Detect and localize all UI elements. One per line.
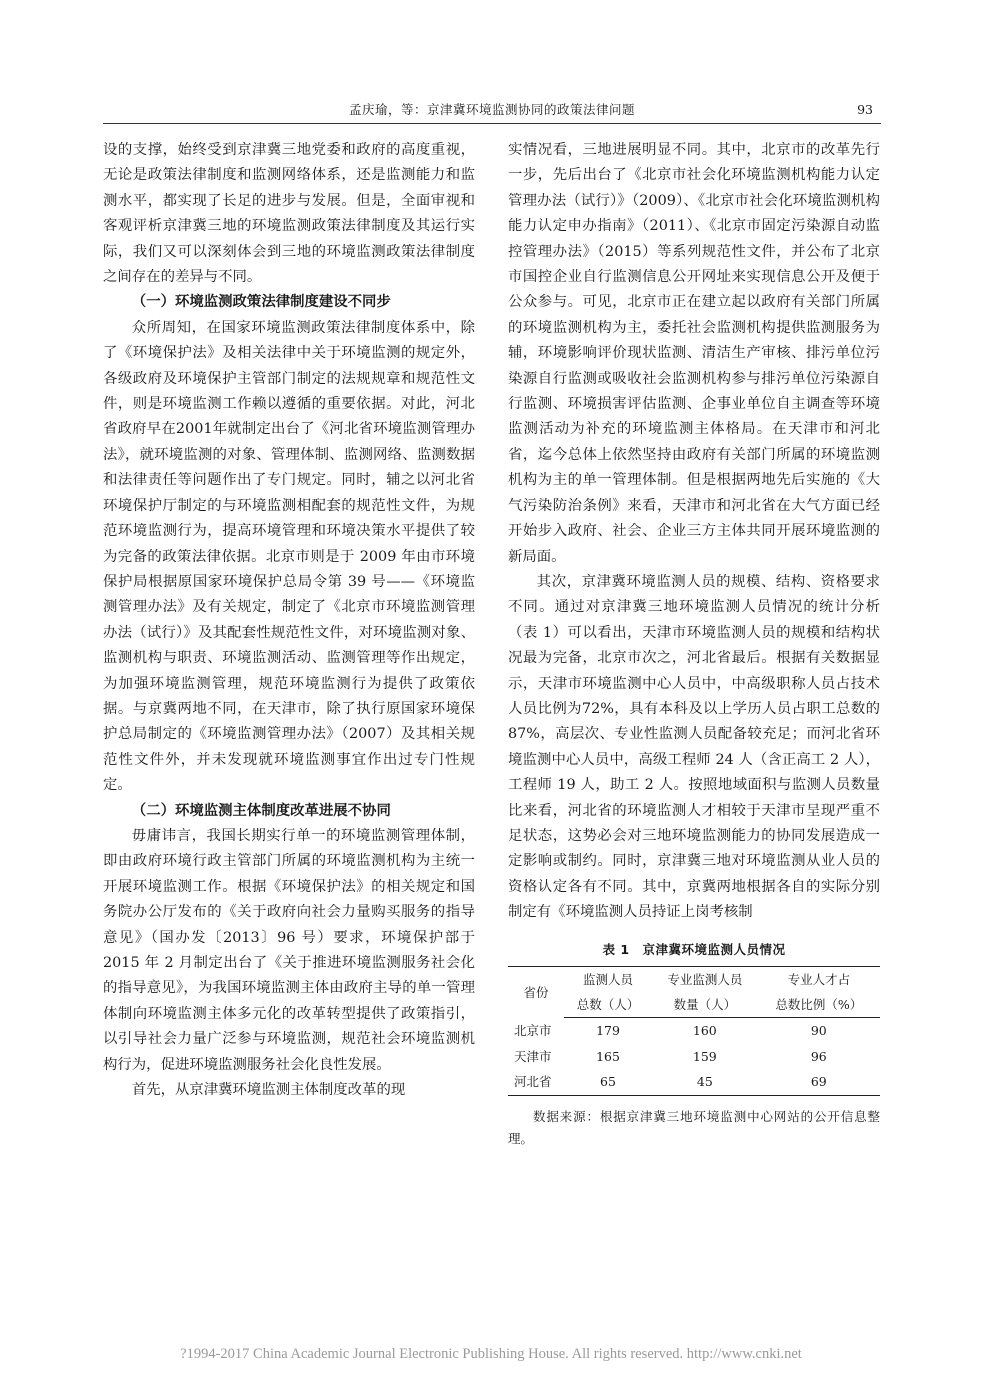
cell-ratio: 96 xyxy=(810,1048,827,1064)
paragraph: 设的支撑，始终受到京津冀三地党委和政府的高度重视，无论是政策法律制度和监测网络体系，还是监测能力和监测水平，都实现了长足的进步与发展。但是，全面审视和客观评析京津冀三地的环境监测政策法律制度及其运行实际，我们又可以深刻体会到三地的环境监测政策法律制度之间存在的差异与不同。 xyxy=(103,142,475,286)
header-total-line2: 总数（人） xyxy=(564,992,652,1018)
paragraph: 实情况看，三地进展明显不同。其中，北京市的改革先行一步，先后出台了《北京市社会化环境监测机构能力认定管理办法（试行）》（2009）、《北京市社会化环境监测机构能力认定申办指南》（2011）、《北京市固定污染源自动监控管理办法》（2015）等系列规范性文件，并公布了北京市国控企业自行监测信息公开网址来实现信息公开及便于公众参与。可见，北京市正在建立起以政府有关部门所属的环境监测机构为主，委托社会监测机构提供监测服务为辅，环境影响评价现状监测、清洁生产审核、排污单位污染源自行监测或吸收社会监测机构参与排污单位污染源自行监测、环境损害评估监测、企事业单位自主调查等环境监测活动为补充的环境监测主体格局。在天津市和河北省，迄今总体上依然坚持由政府有关部门所属的环境监测机构为主的单一管理体制。但是根据两地先后实施的《大气污染防治条例》来看，天津市和河北省在大气方面已经开始步入政府、社会、企业三方主体共同开展环境监测的新局面。 xyxy=(508,142,880,565)
section-heading-1: （一）环境监测政策法律制度建设不同步 xyxy=(131,294,391,311)
cell-total: 179 xyxy=(596,1023,620,1039)
table-header-row xyxy=(508,992,880,1018)
cell-ratio: 69 xyxy=(758,1069,880,1095)
header-province: 省份 xyxy=(508,966,564,1018)
cell-province: 北京市 xyxy=(514,1023,552,1039)
running-header xyxy=(103,97,881,124)
paragraph: 其次，京津冀环境监测人员的规模、结构、资格要求不同。通过对京津冀三地环境监测人员情况的统计分析（表 1）可以看出，天津市环境监测人员的规模和结构状况最为完备，北京市次之，河北省最后。根据有关数据显示，天津市环境监测中心人员中，中高级职称人员占技术人员比例为72%，具有本科及以上学历人员占职工总数的87%，高层次、专业性监测人员配备较充足；而河北省环境监测中心人员中，高级工程师 24 人（含正高工 2 人），工程师 19 人，助工 2 人。按照地域面积与监测人员数量比来看，河北省的环境监测人才相较于天津市呈现严重不足状态，这势必会对三地环境监测能力的协同发展造成一定影响或制约。同时，京津冀三地对环境监测从业人员的资格认定各有不同。其中，京冀两地根据各自的实际分别制定有《环境监测人员持证上岗考核制 xyxy=(508,573,880,921)
header-professional-line2: 数量（人） xyxy=(652,992,758,1018)
cell-professional: 160 xyxy=(692,1023,717,1039)
section-heading-2: （二）环境监测主体制度改革进展不协同 xyxy=(131,802,391,819)
table-row xyxy=(508,1044,880,1069)
left-column xyxy=(103,138,475,1103)
staff-table xyxy=(508,966,880,1096)
cell-ratio: 90 xyxy=(810,1023,827,1039)
cell-province: 河北省 xyxy=(508,1069,564,1095)
copyright-footer: ?1994-2017 China Academic Journal Electronic Publishing House. All rights reserved. http://www.cnki.net xyxy=(180,1346,802,1362)
paragraph: 首先，从京津冀环境监测主体制度改革的现 xyxy=(131,1082,406,1099)
table-row xyxy=(508,1018,880,1044)
table-header-row xyxy=(508,966,880,992)
cell-total: 65 xyxy=(564,1069,652,1095)
cell-total: 165 xyxy=(596,1048,620,1064)
page-number: 93 xyxy=(857,102,873,117)
paragraph: 毋庸讳言，我国长期实行单一的环境监测管理体制，即由政府环境行政主管部门所属的环境监测机构为主统一开展环境监测工作。根据《环境保护法》的相关规定和国务院办公厅发布的《关于政府向社会力量购买服务的指导意见》（国办发〔2013〕96 号）要求，环境保护部于 2015 年 2 月制定出台了《关于推进环境监测服务社会化的指导意见》，为我国环境监测主体由政府主导的单一管理体制向环境监测主体多元化的改革转型提供了政策指引，以引导社会力量广泛参与环境监测，规范社会环境监测机构行为，促进环境监测服务社会化良性发展。 xyxy=(103,827,475,1073)
header-ratio-line2: 总数比例（%） xyxy=(758,992,880,1018)
table-caption: 表 1 京津冀环境监测人员情况 xyxy=(602,941,786,957)
header-professional-line1: 专业监测人员 xyxy=(652,966,758,992)
running-title: 孟庆瑜，等：京津冀环境监测协同的政策法律问题 xyxy=(348,102,635,117)
header-ratio-line1: 专业人才占 xyxy=(758,966,880,992)
header-total-line1: 监测人员 xyxy=(564,966,652,992)
cell-province: 天津市 xyxy=(514,1048,552,1064)
table-row xyxy=(508,1069,880,1095)
right-column xyxy=(508,138,880,1150)
paragraph: 众所周知，在国家环境监测政策法律制度体系中，除了《环境保护法》及相关法律中关于环境监测的规定外，各级政府及环境保护主管部门制定的法规规章和规范性文件，则是环境监测工作赖以遵循的重要依据。对此，河北省政府早在2001年就制定出台了《河北省环境监测管理办法》，就环境监测的对象、管理体制、监测网络、监测数据和法律责任等问题作出了专门规定。同时，辅之以河北省环境保护厅制定的与环境监测相配套的规范性文件，为规范环境监测行为，提高环境管理和环境决策水平提供了较为完备的政策法律依据。北京市则是于 2009 年由市环境保护局根据原国家环境保护总局令第 39 号——《环境监测管理办法》及有关规定，制定了《北京市环境监测管理办法（试行）》及其配套性规范性文件，对环境监测对象、监测机构与职责、环境监测活动、监测管理等作出规定，为加强环境监测管理，规范环境监测行为提供了政策依据。与京冀两地不同，在天津市，除了执行原国家环境保护总局制定的《环境监测管理办法》（2007）及其相关规范性文件外，并未发现就环境监测事宜作出过专门性规定。 xyxy=(103,319,475,794)
table-source-note: 数据来源：根据京津冀三地环境监测中心网站的公开信息整理。 xyxy=(508,1108,880,1146)
cell-professional: 45 xyxy=(652,1069,758,1095)
cell-professional: 159 xyxy=(692,1048,717,1064)
